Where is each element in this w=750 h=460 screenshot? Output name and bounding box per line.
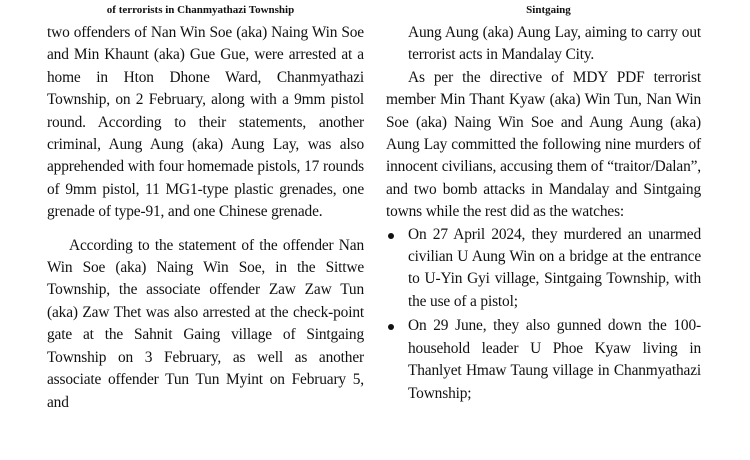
murder-list [386, 224, 701, 405]
right-paragraph-2: As per the directive of MDY PDF terrorist member Min Thant Kyaw (aka) Win Tun, Nan Win Soe (aka) Naing Win Soe and Aung Aung (aka) Aung Lay committed the following nine murders of innocent civilians, accusing them of “traitor/Dalan”, and two bomb attacks in Mandalay and Sintgaing towns while the rest did as the watches: [386, 68, 701, 221]
left-column [47, 0, 364, 414]
left-paragraph-2: According to the statement of the offender Nan Win Soe (aka) Naing Win Soe, in the Sittwe Township, the associate offender Zaw Zaw Tun (aka) Zaw Thet was also arrested at the check-point gate at the Sahnit Gaing village of Sintgaing Township on 3 February, as well as another associate offender Tun Tun Myint on February 5, and [47, 236, 364, 411]
list-item [386, 315, 701, 405]
list-item-text: On 29 June, they also gunned down the 100-household leader U Phoe Kyaw living in Thanlyet Hmaw Taung village in Chanmyathazi Township; [408, 317, 701, 402]
bullet-icon [388, 324, 394, 330]
left-paragraph-1: two offenders of Nan Win Soe (aka) Naing Win Soe and Min Khaunt (aka) Gue Gue, were arrested at a home in Hton Dhone Ward, Chanmyathazi Township, on 2 February, along with a 9mm pistol round. According to their statements, another criminal, Aung Aung (aka) Aung Lay, was also apprehended with four homemade pistols, 17 rounds of 9mm pistol, 11 MG1-type plastic grenades, one grenade of type-91, and one Chinese grenade. [47, 24, 364, 221]
right-column [386, 0, 701, 407]
list-item-text: On 27 April 2024, they murdered an unarmed civilian U Aung Win on a bridge at the entrance to U-Yin Gyi village, Sintgaing Township, with the use of a pistol; [408, 225, 701, 310]
right-paragraph-1: Aung Aung (aka) Aung Lay, aiming to carry out terrorist acts in Mandalay City. [408, 24, 701, 64]
bullet-icon [388, 233, 394, 239]
right-photo-caption: Sintgaing [526, 4, 571, 16]
list-item [386, 224, 701, 314]
left-photo-caption: of terrorists in Chanmyathazi Township [106, 4, 295, 16]
